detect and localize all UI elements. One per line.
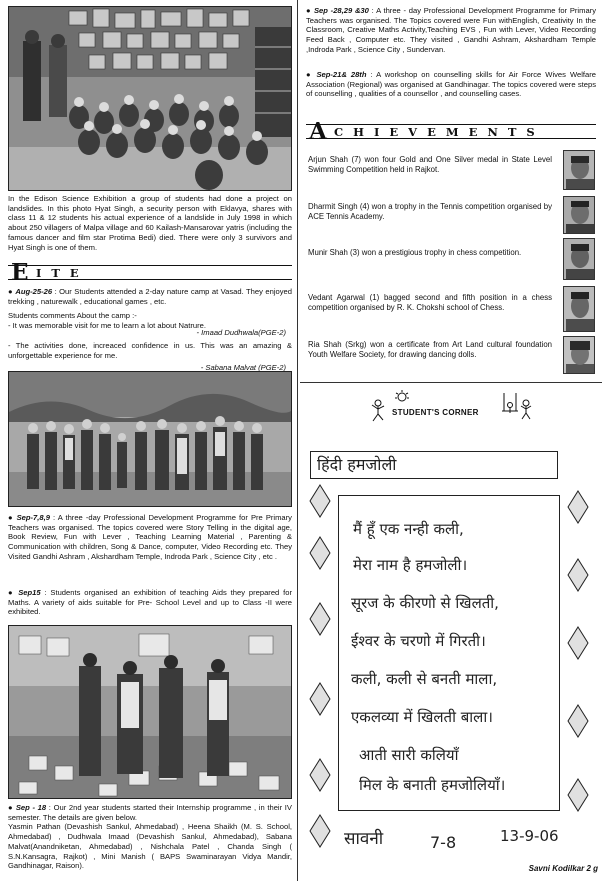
achievement-4: Vedant Agarwal (1) bagged second and fifth position in a chess competition organised by R. K. Chokshi school of Chess. bbox=[308, 293, 552, 312]
comment-1-author: - Imaad Dudhwala(PGE-2) bbox=[196, 328, 286, 338]
poem-class: 7-8 bbox=[430, 833, 457, 852]
achievement-5: Ria Shah (Srkg) won a certificate from Art Land cultural foundation Youth Welfare Society, for drawing dancing dolls. bbox=[308, 340, 552, 359]
sep18-text: : Our 2nd year students started their Internship programme , in their IV semester. The details are given below. bbox=[8, 803, 292, 822]
poem-line-3: सूरज के कीरणो से खिलती, bbox=[351, 594, 499, 612]
aug-text: : Our Students attended a 2-day nature camp at Vasad. They enjoyed trekking , naturewalk , educational games , etc. bbox=[8, 287, 292, 306]
bullet: ● bbox=[306, 70, 317, 79]
aug-entry bbox=[8, 287, 292, 306]
comments-heading: Students comments About the camp :- bbox=[8, 311, 137, 320]
achievement-2-photo bbox=[563, 196, 595, 234]
sep2830-date: Sep -28,29 &30 bbox=[313, 6, 369, 15]
students-corner-box bbox=[300, 382, 602, 881]
right-column bbox=[300, 0, 602, 881]
comment-2: - The activities done, increaced confidence in us. This was an amazing & unforgettable experience for me. bbox=[8, 341, 292, 360]
poem-line-7: आती सारी कलियाँ bbox=[359, 746, 459, 764]
sep789-text: : A three -day Professional Development Programme for Pre Primary Teachers was organised. The topics covered were Story Telling in the digital age, Book Review, Fun with Lever , Teaching Learning Material , Parenting & Communication with children, Song & Dance, computer, Video Recording etc. They Visited Gandhi Ashram , Akshardham Temple, Indroda Park , Science City , etc . bbox=[8, 513, 292, 561]
comment-2-author: - Sabana Malvat (PGE-2) bbox=[200, 362, 286, 372]
sep2128-entry bbox=[306, 70, 596, 99]
sep15-text: : Students organised an exhibition of teaching Aids they prepared for Maths. A variety of aids suitable for Pre- School Level and up to Class -II were exhibited. bbox=[8, 588, 292, 617]
sep15-entry bbox=[8, 588, 292, 617]
poem-title-box bbox=[310, 451, 558, 479]
achievements-heading-rest: CHIEVEMENTS bbox=[334, 125, 545, 139]
sep2128-text: : A workshop on counselling skills for Air Force Wives Welfare Association (Regional) was organised at Gandhinagar. The topics covered were steps of counselling , qualities of a counsellor , and counselling cases. bbox=[306, 70, 596, 99]
poem-box bbox=[338, 495, 560, 811]
achievement-3: Munir Shah (3) won a prestigious trophy in chess competition. bbox=[308, 248, 522, 257]
sep18-names: Yasmin Pathan (Devashish Sankul, Ahmedabad) , Heena Shaikh (M. S. School, Ahmedabad) , Dudhwala Imaad (Devashish Sankul, Ahmedabad), Sabana Malvat(Anandniketan, Ahmedabad) , Nishchala Patel , Chanda Singh ( S.N.Kansagra, Rajkot) , Mini Manish ( BAPS Swaminarayan Vidya Mandir, Gandhinagar, Raison). bbox=[8, 822, 292, 871]
poem-date: 13-9-06 bbox=[500, 827, 559, 845]
students-corner-title: STUDENT'S CORNER bbox=[392, 408, 479, 417]
left-column bbox=[0, 0, 298, 881]
comment-1: - It was memorable visit for me to learn a lot about Natrure. bbox=[8, 320, 206, 330]
achievement-4-photo bbox=[563, 286, 595, 332]
eite-heading-rest: ITE bbox=[36, 266, 89, 280]
sep789-entry bbox=[8, 513, 292, 562]
bullet: ● bbox=[8, 588, 19, 597]
achievement-1-photo bbox=[563, 150, 595, 190]
achievement-1: Arjun Shah (7) won four Gold and One Silver medal in State Level Swimming Competition held in Rajkot. bbox=[308, 155, 552, 174]
bullet: ● bbox=[8, 287, 16, 296]
students-corner-header bbox=[366, 389, 536, 423]
achievements-heading bbox=[306, 118, 596, 145]
poem-title: हिंदी हमजोली bbox=[317, 455, 397, 474]
poem-line-8: मिल के बनाती हमजोलियाँ। bbox=[359, 776, 506, 794]
bullet: ● bbox=[8, 513, 17, 522]
sep789-date: Sep-7,8,9 bbox=[16, 513, 50, 522]
bullet: ● bbox=[306, 6, 314, 15]
sep18-date: Sep - 18 bbox=[15, 803, 47, 812]
poem-signature: सावनी bbox=[344, 829, 384, 849]
poem-line-5: कली, कली से बनती माला, bbox=[351, 670, 498, 688]
achievement-5-photo bbox=[563, 336, 595, 374]
artwork-credit: Savni Kodilkar 2 g bbox=[528, 864, 598, 873]
group-outdoor-photo bbox=[8, 371, 292, 507]
poem-line-6: एकलव्या में खिलती बाला। bbox=[351, 708, 493, 726]
eite-heading bbox=[8, 259, 292, 286]
poem-line-4: ईश्वर के चरणो में गिरती। bbox=[351, 632, 486, 650]
sep2830-entry bbox=[306, 6, 596, 55]
achievement-2: Dharmit Singh (4) won a trophy in the Tennis competition organised by ACE Tennis Academy. bbox=[308, 202, 552, 221]
poem-line-1: मैं हूँ एक नन्ही कली, bbox=[353, 520, 464, 538]
achievements-heading-initial: A bbox=[309, 118, 327, 145]
achievement-3-photo bbox=[563, 238, 595, 280]
camp-comments bbox=[8, 311, 292, 372]
aug-date: Aug-25-26 bbox=[15, 287, 53, 296]
bullet: ● bbox=[8, 803, 16, 812]
sep2128-date: Sep-21& 28th bbox=[316, 70, 367, 79]
landslide-talk-photo bbox=[8, 6, 292, 191]
sep15-date: Sep15 bbox=[18, 588, 41, 597]
sep18-entry bbox=[8, 803, 292, 871]
sep2830-text: : A three - day Professional Development Programme for Primary Teachers was organised. The Topics covered were Fun withEnglish, Creativity In the Classroom, Creative Maths Activity,Teaching EVS , Fun with Lever, Video Recording Feed Back , Computer etc. They visited , Gandhi Ashram, Akshardham Temple ,Indroda Park , Science City , Sundervan. bbox=[306, 6, 596, 54]
eite-heading-initial: E bbox=[11, 259, 29, 286]
teaching-aids-photo bbox=[8, 625, 292, 799]
landslide-caption: In the Edison Science Exhibition a group of students had done a project on landslides. In this photo Hyat Singh, a security person with Eklavya, shares with class 11 & 12 students his actual experience of a landslide in July 1998 in which about 250 villagers of Malpa village and 60 Kailash-Mansarovar yatris (including the famous dancer and film star Protima Bedi) died. There were only 3 survivors and Hyat Singh is one of them. bbox=[8, 194, 292, 252]
poem-line-2: मेरा नाम है हमजोली। bbox=[353, 556, 468, 574]
